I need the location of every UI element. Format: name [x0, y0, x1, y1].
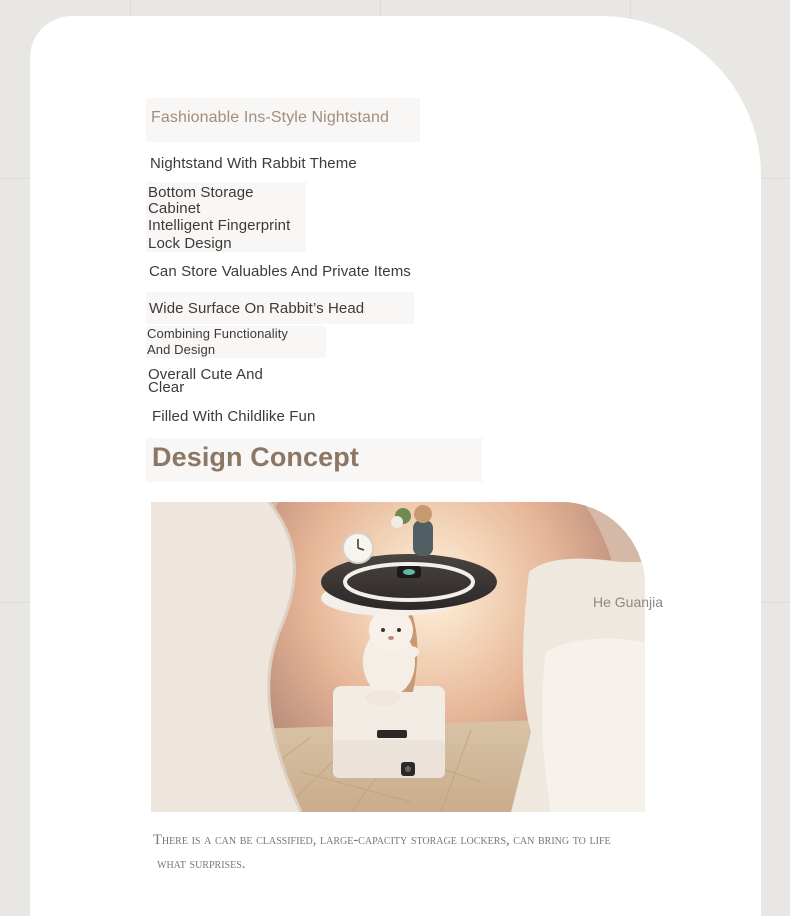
- feature-theme: Nightstand With Rabbit Theme: [150, 155, 357, 172]
- section-heading: Design Concept: [152, 442, 359, 472]
- feature-lock-line1: Intelligent Fingerprint: [148, 217, 291, 234]
- feature-surface: Wide Surface On Rabbit’s Head: [149, 300, 365, 317]
- feature-lock-line2: Lock Design: [148, 235, 232, 252]
- nightstand-illustration: [151, 502, 645, 812]
- feature-storage-line2: Cabinet: [148, 200, 201, 217]
- page-subtitle: Fashionable Ins-Style Nightstand: [151, 109, 389, 126]
- feature-valuables: Can Store Valuables And Private Items: [149, 263, 411, 280]
- caption-line1: There is a can be classified, large-capacity storage lockers, can bring to life: [153, 832, 611, 848]
- photo-caption: [153, 828, 623, 876]
- caption-line2: what surprises.: [157, 856, 246, 872]
- brand-tag: He Guanjia: [593, 594, 664, 610]
- feature-combine-line1: Combining Functionality: [147, 326, 289, 341]
- feature-fun: Filled With Childlike Fun: [152, 408, 316, 425]
- feature-combine-line2: And Design: [147, 342, 216, 357]
- product-photo: [151, 502, 645, 812]
- feature-cute-line1: Overall Cute And: [148, 366, 263, 383]
- feature-storage-line1: Bottom Storage: [148, 184, 254, 201]
- feature-cute-line2: Clear: [148, 379, 185, 396]
